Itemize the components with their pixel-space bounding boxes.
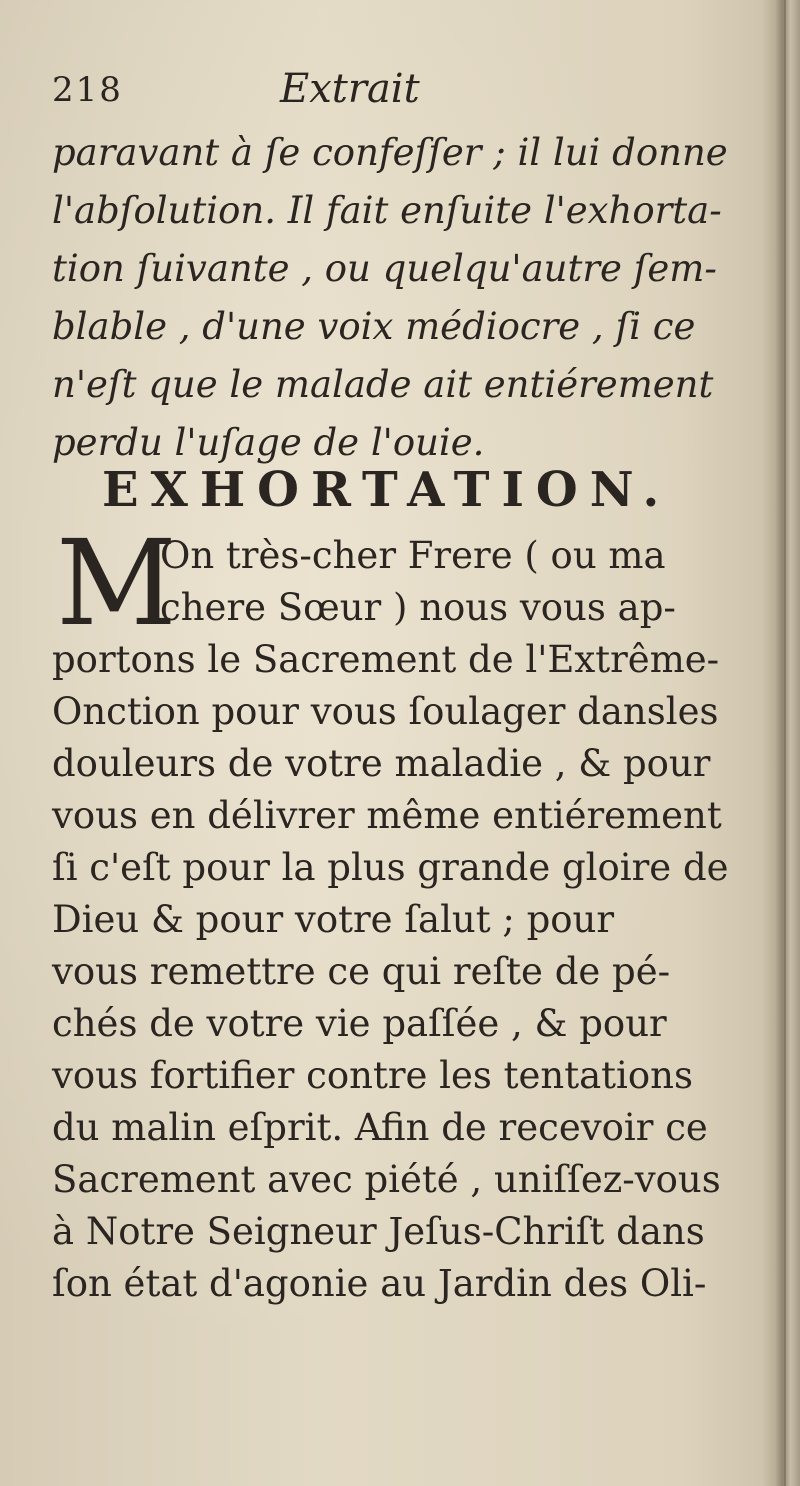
text-line: Sacrement avec piété , uniſſez-vous <box>52 1158 721 1201</box>
intro-line: paravant à ſe confeſſer ; il lui donne <box>52 131 728 174</box>
intro-line: tion ſuivante , ou quelqu'autre ſem- <box>52 247 717 290</box>
running-head: Extrait <box>280 66 420 112</box>
drop-cap: M <box>56 514 177 652</box>
page-edge-shadow <box>784 0 786 1486</box>
intro-line: l'abſolution. Il fait enſuite l'exhorta- <box>52 189 722 232</box>
text-line: à Notre Seigneur Jeſus-Chriſt dans <box>52 1210 705 1253</box>
text-line: du malin eſprit. Afin de recevoir ce <box>52 1106 708 1149</box>
text-line: ſon état d'agonie au Jardin des Oli- <box>52 1262 707 1305</box>
text-line: Dieu & pour votre ſalut ; pour <box>52 898 615 941</box>
intro-line: blable , d'une voix médiocre , ſi ce <box>52 305 696 348</box>
text-line: vous fortifier contre les tentations <box>52 1054 693 1097</box>
section-title: EXHORTATION. <box>102 462 672 518</box>
text-line: On très-cher Frere ( ou ma <box>160 534 666 577</box>
intro-paragraph <box>52 124 772 472</box>
text-line: chés de votre vie paſſée , & pour <box>52 1002 667 1045</box>
text-line: vous remettre ce qui reſte de pé- <box>52 950 671 993</box>
text-line: portons le Sacrement de l'Extrême- <box>52 638 720 681</box>
page-header <box>52 66 752 120</box>
text-line: chere Sœur ) nous vous ap- <box>160 586 676 629</box>
text-line: ſi c'eſt pour la plus grande gloire de <box>52 846 729 889</box>
page-number: 218 <box>52 70 123 110</box>
text-line: Onction pour vous ſoulager dansles <box>52 690 719 733</box>
intro-line: n'eſt que le malade ait entiérement <box>52 363 714 406</box>
text-line: douleurs de votre maladie , & pour <box>52 742 711 785</box>
text-line: vous en délivrer même entiérement <box>52 794 722 837</box>
intro-line: perdu l'uſage de l'ouie. <box>52 421 485 464</box>
exhortation-paragraph <box>52 530 772 1310</box>
